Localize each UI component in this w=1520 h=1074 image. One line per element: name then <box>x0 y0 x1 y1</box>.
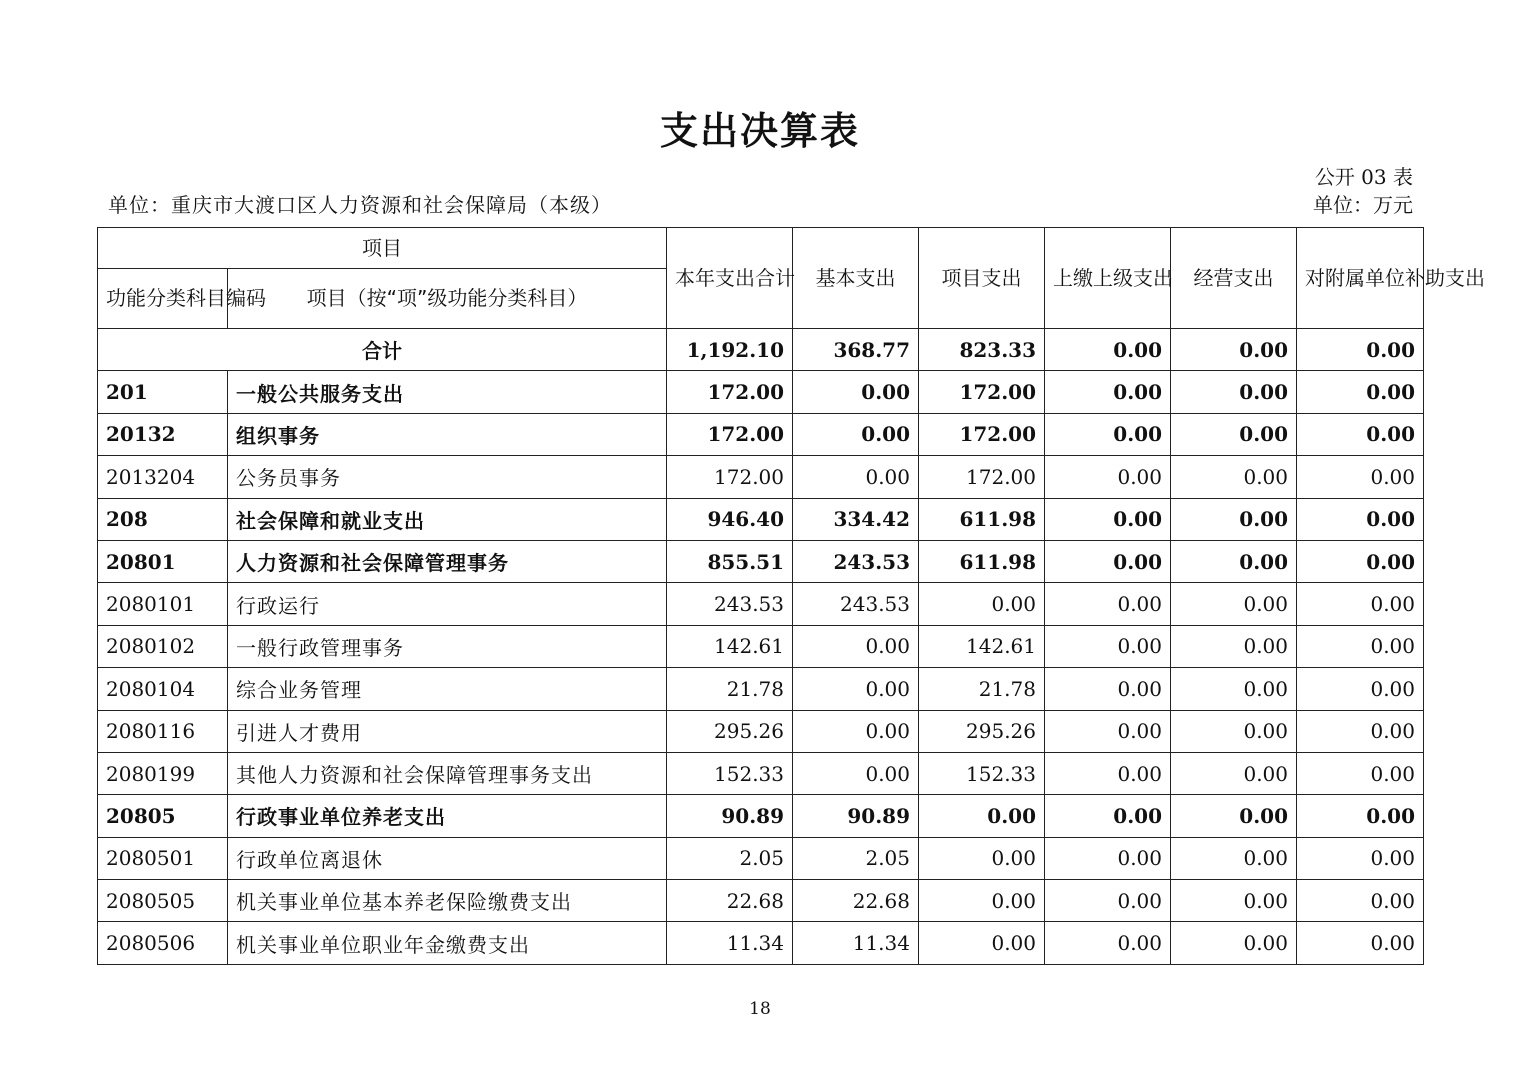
row-project: 142.61 <box>919 625 1045 667</box>
row-remit: 0.00 <box>1045 625 1171 667</box>
row-name: 组织事务 <box>228 413 667 455</box>
row-subsidy: 0.00 <box>1297 668 1424 710</box>
table-row <box>98 413 1424 455</box>
row-basic: 243.53 <box>793 583 919 625</box>
row-basic: 0.00 <box>793 413 919 455</box>
total-basic: 368.77 <box>793 329 919 371</box>
row-total: 21.78 <box>667 668 793 710</box>
header-subsidy: 对附属单位补助支出 <box>1297 228 1424 329</box>
header-basic: 基本支出 <box>793 228 919 329</box>
row-basic: 243.53 <box>793 540 919 582</box>
row-remit: 0.00 <box>1045 795 1171 837</box>
row-project: 0.00 <box>919 583 1045 625</box>
table-row <box>98 625 1424 667</box>
row-business: 0.00 <box>1171 583 1297 625</box>
table-row <box>98 795 1424 837</box>
row-subsidy: 0.00 <box>1297 540 1424 582</box>
row-code: 20805 <box>98 795 228 837</box>
row-business: 0.00 <box>1171 668 1297 710</box>
row-code: 2080506 <box>98 922 228 964</box>
row-code: 20132 <box>98 413 228 455</box>
row-business: 0.00 <box>1171 880 1297 922</box>
row-remit: 0.00 <box>1045 498 1171 540</box>
row-name: 人力资源和社会保障管理事务 <box>228 540 667 582</box>
table-row <box>98 752 1424 794</box>
row-total: 295.26 <box>667 710 793 752</box>
row-total: 172.00 <box>667 456 793 498</box>
row-subsidy: 0.00 <box>1297 625 1424 667</box>
row-subsidy: 0.00 <box>1297 837 1424 879</box>
header-total: 本年支出合计 <box>667 228 793 329</box>
row-project: 0.00 <box>919 837 1045 879</box>
row-basic: 90.89 <box>793 795 919 837</box>
row-name: 行政运行 <box>228 583 667 625</box>
row-business: 0.00 <box>1171 456 1297 498</box>
row-subsidy: 0.00 <box>1297 795 1424 837</box>
row-remit: 0.00 <box>1045 456 1171 498</box>
row-code: 208 <box>98 498 228 540</box>
row-subsidy: 0.00 <box>1297 456 1424 498</box>
row-business: 0.00 <box>1171 922 1297 964</box>
row-business: 0.00 <box>1171 795 1297 837</box>
row-name: 综合业务管理 <box>228 668 667 710</box>
row-project: 21.78 <box>919 668 1045 710</box>
table-row <box>98 710 1424 752</box>
page-number: 18 <box>749 999 771 1019</box>
row-basic: 11.34 <box>793 922 919 964</box>
table-row <box>98 668 1424 710</box>
header-code: 功能分类科目编码 <box>98 269 228 329</box>
row-code: 2080501 <box>98 837 228 879</box>
row-remit: 0.00 <box>1045 837 1171 879</box>
row-remit: 0.00 <box>1045 668 1171 710</box>
currency-unit: 单位：万元 <box>1313 193 1413 217</box>
form-number: 公开 03 表 <box>1314 165 1413 189</box>
table-row <box>98 540 1424 582</box>
row-business: 0.00 <box>1171 371 1297 413</box>
row-name: 行政单位离退休 <box>228 837 667 879</box>
row-subsidy: 0.00 <box>1297 371 1424 413</box>
expenditure-table <box>97 227 1485 965</box>
row-basic: 0.00 <box>793 752 919 794</box>
table-row <box>98 583 1424 625</box>
row-code: 2080505 <box>98 880 228 922</box>
row-business: 0.00 <box>1171 710 1297 752</box>
row-total: 22.68 <box>667 880 793 922</box>
row-code: 20801 <box>98 540 228 582</box>
row-remit: 0.00 <box>1045 922 1171 964</box>
reporting-unit: 单位：重庆市大渡口区人力资源和社会保障局（本级） <box>108 193 612 217</box>
row-code: 2080101 <box>98 583 228 625</box>
page-title: 支出决算表 <box>659 109 860 153</box>
row-remit: 0.00 <box>1045 540 1171 582</box>
row-name: 行政事业单位养老支出 <box>228 795 667 837</box>
total-subsidy: 0.00 <box>1297 329 1424 371</box>
row-basic: 2.05 <box>793 837 919 879</box>
header-business: 经营支出 <box>1171 228 1297 329</box>
row-subsidy: 0.00 <box>1297 922 1424 964</box>
table-row <box>98 498 1424 540</box>
row-name: 其他人力资源和社会保障管理事务支出 <box>228 752 667 794</box>
row-total: 11.34 <box>667 922 793 964</box>
row-project: 152.33 <box>919 752 1045 794</box>
table-row <box>98 371 1424 413</box>
row-total: 855.51 <box>667 540 793 582</box>
table-row <box>98 880 1424 922</box>
header-remit: 上缴上级支出 <box>1045 228 1171 329</box>
row-basic: 0.00 <box>793 371 919 413</box>
row-business: 0.00 <box>1171 752 1297 794</box>
row-basic: 22.68 <box>793 880 919 922</box>
row-project: 611.98 <box>919 540 1045 582</box>
row-remit: 0.00 <box>1045 583 1171 625</box>
row-business: 0.00 <box>1171 498 1297 540</box>
row-subsidy: 0.00 <box>1297 752 1424 794</box>
table-row <box>98 837 1424 879</box>
row-business: 0.00 <box>1171 540 1297 582</box>
row-total: 142.61 <box>667 625 793 667</box>
row-total: 2.05 <box>667 837 793 879</box>
row-business: 0.00 <box>1171 837 1297 879</box>
row-project: 0.00 <box>919 795 1045 837</box>
row-total: 90.89 <box>667 795 793 837</box>
row-basic: 0.00 <box>793 625 919 667</box>
row-name: 社会保障和就业支出 <box>228 498 667 540</box>
total-remit: 0.00 <box>1045 329 1171 371</box>
row-subsidy: 0.00 <box>1297 413 1424 455</box>
row-code: 2080104 <box>98 668 228 710</box>
row-project: 0.00 <box>919 880 1045 922</box>
header-project: 项目支出 <box>919 228 1045 329</box>
total-business: 0.00 <box>1171 329 1297 371</box>
row-name: 机关事业单位基本养老保险缴费支出 <box>228 880 667 922</box>
row-total: 946.40 <box>667 498 793 540</box>
row-remit: 0.00 <box>1045 413 1171 455</box>
row-basic: 334.42 <box>793 498 919 540</box>
total-total: 1,192.10 <box>667 329 793 371</box>
row-subsidy: 0.00 <box>1297 710 1424 752</box>
row-name: 一般行政管理事务 <box>228 625 667 667</box>
row-basic: 0.00 <box>793 456 919 498</box>
row-remit: 0.00 <box>1045 371 1171 413</box>
row-project: 611.98 <box>919 498 1045 540</box>
row-code: 2080199 <box>98 752 228 794</box>
row-basic: 0.00 <box>793 668 919 710</box>
row-subsidy: 0.00 <box>1297 880 1424 922</box>
row-code: 2013204 <box>98 456 228 498</box>
row-project: 172.00 <box>919 371 1045 413</box>
row-total: 172.00 <box>667 371 793 413</box>
total-label: 合计 <box>98 329 667 371</box>
header-name: 项目（按“项”级功能分类科目） <box>228 269 667 329</box>
table-row <box>98 456 1424 498</box>
row-total: 172.00 <box>667 413 793 455</box>
row-project: 0.00 <box>919 922 1045 964</box>
row-remit: 0.00 <box>1045 880 1171 922</box>
total-row <box>98 329 1424 371</box>
row-project: 172.00 <box>919 456 1045 498</box>
row-name: 公务员事务 <box>228 456 667 498</box>
row-subsidy: 0.00 <box>1297 583 1424 625</box>
row-total: 152.33 <box>667 752 793 794</box>
row-project: 172.00 <box>919 413 1045 455</box>
table-row <box>98 922 1424 964</box>
row-total: 243.53 <box>667 583 793 625</box>
row-business: 0.00 <box>1171 413 1297 455</box>
row-code: 201 <box>98 371 228 413</box>
row-name: 引进人才费用 <box>228 710 667 752</box>
row-name: 一般公共服务支出 <box>228 371 667 413</box>
row-subsidy: 0.00 <box>1297 498 1424 540</box>
total-project: 823.33 <box>919 329 1045 371</box>
row-remit: 0.00 <box>1045 710 1171 752</box>
row-code: 2080102 <box>98 625 228 667</box>
header-item-group: 项目 <box>98 228 667 269</box>
row-remit: 0.00 <box>1045 752 1171 794</box>
row-name: 机关事业单位职业年金缴费支出 <box>228 922 667 964</box>
row-basic: 0.00 <box>793 710 919 752</box>
row-code: 2080116 <box>98 710 228 752</box>
row-business: 0.00 <box>1171 625 1297 667</box>
row-project: 295.26 <box>919 710 1045 752</box>
